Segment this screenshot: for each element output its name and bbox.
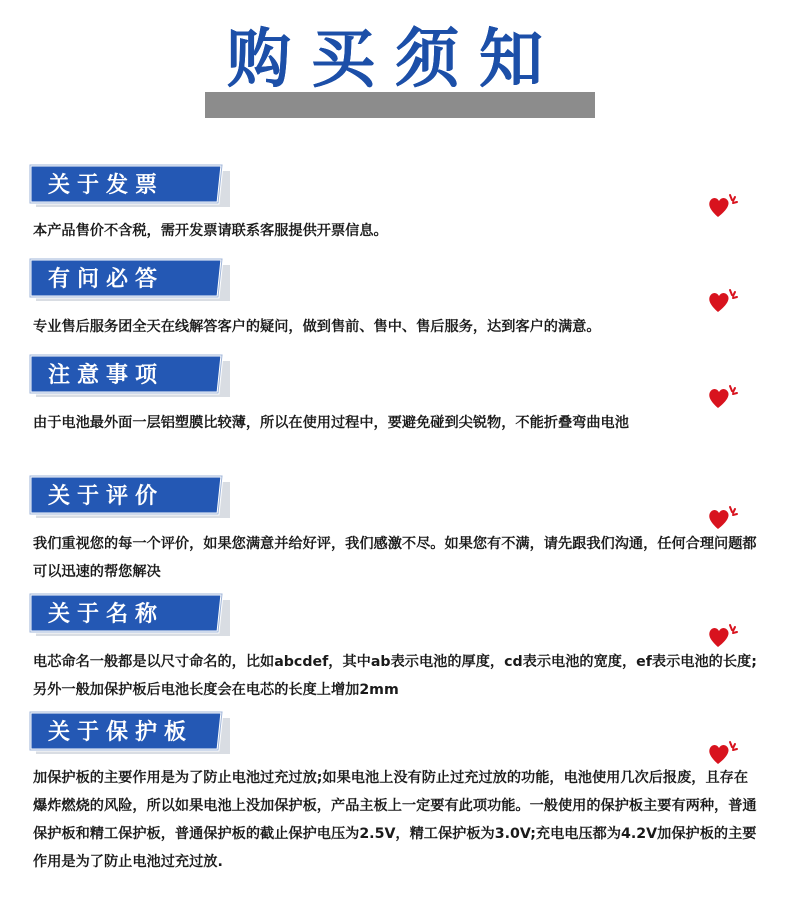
section-badge xyxy=(30,163,250,213)
section-badge xyxy=(30,257,250,307)
section-text: 本产品售价不含税，需开发票请联系客服提供开票信息。 xyxy=(33,223,388,239)
section-title: 注意事项 xyxy=(48,363,165,388)
section-title: 关于名称 xyxy=(48,602,165,627)
section-title: 关于发票 xyxy=(48,173,165,198)
section-badge xyxy=(30,474,250,524)
heart-icon xyxy=(708,737,744,765)
section-badge xyxy=(30,710,250,760)
heart-icon xyxy=(708,381,744,409)
heart-icon xyxy=(708,285,744,313)
section-title: 关于保护板 xyxy=(48,720,194,745)
section-badge xyxy=(30,353,250,403)
section-title: 关于评价 xyxy=(48,484,165,509)
section-badge xyxy=(30,592,250,642)
section-text: 我们重视您的每一个评价，如果您满意并给好评，我们感激不尽。如果您有不满，请先跟我们沟通，任何合理问题都可以迅速的帮您解决 xyxy=(33,536,757,580)
section-title: 有问必答 xyxy=(48,267,165,292)
heart-icon xyxy=(708,190,744,218)
section-text: 专业售后服务团全天在线解答客户的疑问，做到售前、售中、售后服务，达到客户的满意。 xyxy=(33,319,601,335)
section-text: 电芯命名一般都是以尺寸命名的，比如abcdef，其中ab表示电池的厚度，cd表示电池的宽度，ef表示电池的长度;另外一般加保护板后电池长度会在电芯的长度上增加2mm xyxy=(33,654,757,698)
section-text: 加保护板的主要作用是为了防止电池过充过放;如果电池上没有防止过充过放的功能，电池使用几次后报废，且存在爆炸燃烧的风险，所以如果电池上没加保护板，产品主板上一定要有此项功能。一般使用的保护板主要有两种，普通保护板和精工保护板，普通保护板的截止保护电压为2.5V，精工保护板为3.0V;充电电压都为4.2V加保护板的主要作用是为了防止电池过充过放. xyxy=(33,770,757,870)
page-title: 购买须知 xyxy=(227,23,563,97)
heart-icon xyxy=(708,620,744,648)
heart-icon xyxy=(708,502,744,530)
page-header xyxy=(0,0,790,125)
section-text: 由于电池最外面一层铝塑膜比较薄，所以在使用过程中，要避免碰到尖锐物，不能折叠弯曲电池 xyxy=(33,415,629,431)
